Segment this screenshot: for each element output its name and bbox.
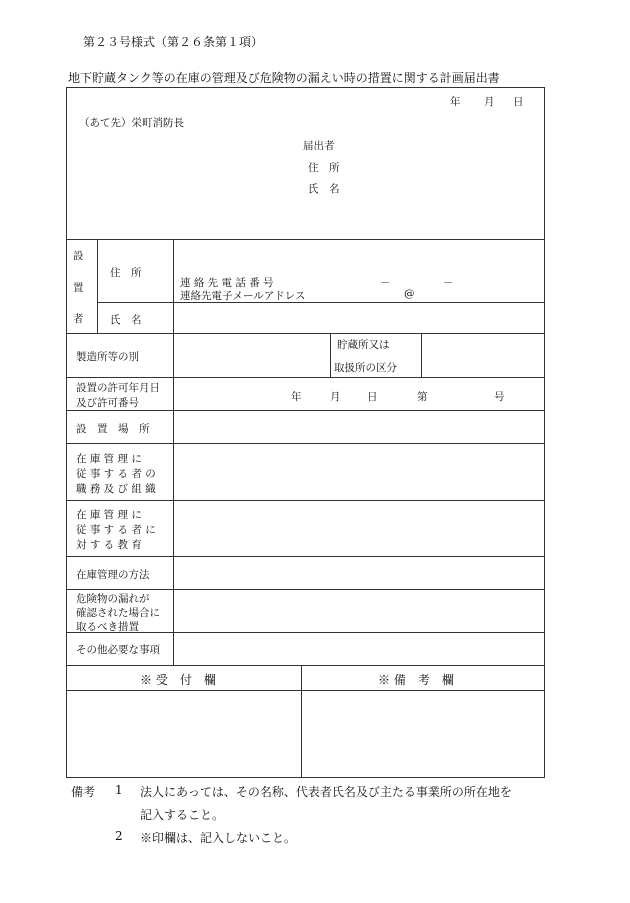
notifier-name-label: 氏 名 <box>308 183 340 195</box>
staff-org-line1: 在 庫 管 理 に <box>76 453 142 465</box>
storage-class-line2: 取扱所の区分 <box>334 362 397 374</box>
notifier-address-label: 住 所 <box>308 162 340 174</box>
note-1-line2: 記入すること。 <box>140 808 225 822</box>
form-number: 第２３号様式（第２６条第１項） <box>83 35 264 49</box>
note-1-num: 1 <box>115 783 123 797</box>
date-month: 月 <box>484 96 495 108</box>
permit-dai: 第 <box>417 391 428 403</box>
installer-name-label: 氏 名 <box>110 314 142 326</box>
staff-edu-line1: 在 庫 管 理 に <box>76 509 142 521</box>
permit-go: 号 <box>494 391 505 403</box>
other-label: その他必要な事項 <box>76 644 160 656</box>
method-label: 在庫管理の方法 <box>76 569 150 581</box>
note-2-line1: ※印欄は、記入しないこと。 <box>140 831 297 845</box>
note-2-num: 2 <box>115 829 123 843</box>
addressee: （あて先）栄町消防長 <box>79 117 184 129</box>
date-day: 日 <box>513 96 524 108</box>
installer-address-label: 住 所 <box>110 267 142 279</box>
permit-label-line2: 及び許可番号 <box>76 397 139 409</box>
installer-label-1: 設 <box>73 250 84 262</box>
receipt-header: ※ 受 付 欄 <box>140 673 216 687</box>
phone-dash-2: － <box>443 277 454 289</box>
notifier-label: 届出者 <box>303 140 335 152</box>
date-year: 年 <box>450 96 461 108</box>
leak-line2: 確認された場合に <box>76 607 160 619</box>
note-1-line1: 法人にあっては、その名称、代表者氏名及び主たる事業所の所在地を <box>140 785 512 799</box>
phone-dash-1: － <box>380 277 391 289</box>
phone-label: 連 絡 先 電 話 番 号 <box>180 277 274 289</box>
storage-class-line1: 貯蔵所又は <box>337 339 390 351</box>
email-at: @ <box>404 288 415 300</box>
staff-edu-line2: 従 事 す る 者 に <box>76 524 156 536</box>
leak-line1: 危険物の漏れが <box>76 593 150 605</box>
installer-label-3: 者 <box>73 313 84 325</box>
permit-month: 月 <box>330 391 341 403</box>
permit-year: 年 <box>291 391 302 403</box>
email-label: 連絡先電子メールアドレス <box>180 290 306 302</box>
form-title: 地下貯蔵タンク等の在庫の管理及び危険物の漏えい時の措置に関する計画届出書 <box>68 71 500 85</box>
staff-edu-line3: 対 す る 教 育 <box>76 539 142 551</box>
remarks-header: ※ 備 考 欄 <box>378 673 454 687</box>
notes-prefix: 備考 <box>71 785 96 799</box>
staff-org-line2: 従 事 す る 者 の <box>76 468 156 480</box>
leak-line3: 取るべき措置 <box>76 621 139 633</box>
installer-label-2: 置 <box>73 282 84 294</box>
permit-label-line1: 設置の許可年月日 <box>76 382 160 394</box>
facility-type-label: 製造所等の別 <box>76 351 139 363</box>
location-label: 設 置 場 所 <box>76 423 150 435</box>
staff-org-line3: 職 務 及 び 組 織 <box>76 483 156 495</box>
permit-day: 日 <box>367 391 378 403</box>
